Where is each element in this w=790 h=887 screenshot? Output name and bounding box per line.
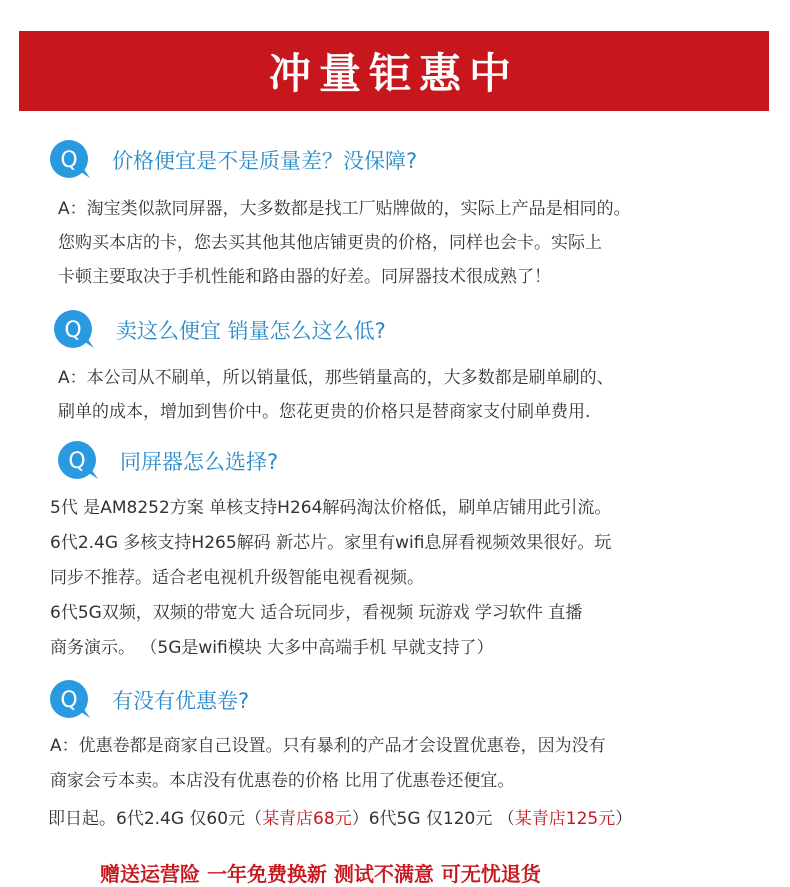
svg-text:Q: Q xyxy=(60,148,78,173)
faq-question-1 xyxy=(48,140,417,180)
answer-line: A：本公司从不刷单，所以销量低，那些销量高的，大多数都是刷单刷的、 xyxy=(58,368,614,388)
answer-line: 商务演示。 （5G是wifi模块 大多中高端手机 早就支持了） xyxy=(50,638,494,658)
price-middle: ）6代5G 仅120元 （ xyxy=(351,809,515,829)
faq-answer-1 xyxy=(58,192,631,294)
price-suffix: ） xyxy=(615,809,633,829)
faq-question-2 xyxy=(52,310,386,350)
question-text: 卖这么便宜 销量怎么这么低? xyxy=(116,319,386,343)
answer-line: 6代5G双频，双频的带宽大 适合玩同步，看视频 玩游戏 学习软件 直播 xyxy=(50,603,583,623)
q-bubble-icon xyxy=(56,441,100,481)
footer-promo-text: 赠送运营险 一年免费换新 测试不满意 可无忧退货 xyxy=(100,862,541,886)
faq-answer-2 xyxy=(58,361,614,429)
answer-line: 5代 是AM8252方案 单核支持H264解码淘汰价格低，刷单店铺用此引流。 xyxy=(50,498,612,518)
svg-text:Q: Q xyxy=(64,318,82,343)
price-prefix: 即日起。6代2.4G 仅60元（ xyxy=(48,809,263,829)
svg-text:Q: Q xyxy=(60,688,78,713)
answer-line: 您购买本店的卡，您去买其他其他店铺更贵的价格，同样也会卡。实际上 xyxy=(58,233,602,253)
answer-line: 卡顿主要取决于手机性能和路由器的好差。同屏器技术很成熟了！ xyxy=(58,267,551,287)
faq-question-4 xyxy=(48,680,249,720)
question-text: 同屏器怎么选择? xyxy=(120,450,279,474)
q-bubble-icon xyxy=(52,310,96,350)
faq-answer-4 xyxy=(50,729,606,799)
price-line xyxy=(48,802,632,836)
faq-question-3 xyxy=(56,441,278,481)
answer-line: A：优惠卷都是商家自己设置。只有暴利的产品才会设置优惠卷，因为没有 xyxy=(50,736,606,756)
competitor-price-1: 某青店68元 xyxy=(262,809,352,829)
answer-line: 刷单的成本，增加到售价中。您花更贵的价格只是替商家支付刷单费用. xyxy=(58,402,591,422)
answer-line: 6代2.4G 多核支持H265解码 新芯片。家里有wifi息屏看视频效果很好。玩 xyxy=(50,533,612,553)
answer-line: A：淘宝类似款同屏器，大多数都是找工厂贴牌做的，实际上产品是相同的。 xyxy=(58,199,631,219)
banner-title: 冲量钜惠中 xyxy=(268,49,519,98)
q-bubble-icon xyxy=(48,140,92,180)
answer-line: 同步不推荐。适合老电视机升级智能电视看视频。 xyxy=(50,568,424,588)
competitor-price-2: 某青店125元 xyxy=(514,809,616,829)
q-bubble-icon xyxy=(48,680,92,720)
question-text: 有没有优惠卷? xyxy=(112,689,250,713)
question-text: 价格便宜是不是质量差？没保障? xyxy=(112,149,418,173)
promo-banner xyxy=(19,31,769,111)
answer-line: 商家会亏本卖。本店没有优惠卷的价格 比用了优惠卷还便宜。 xyxy=(50,771,515,791)
faq-answer-3 xyxy=(50,491,611,666)
svg-text:Q: Q xyxy=(68,449,86,474)
